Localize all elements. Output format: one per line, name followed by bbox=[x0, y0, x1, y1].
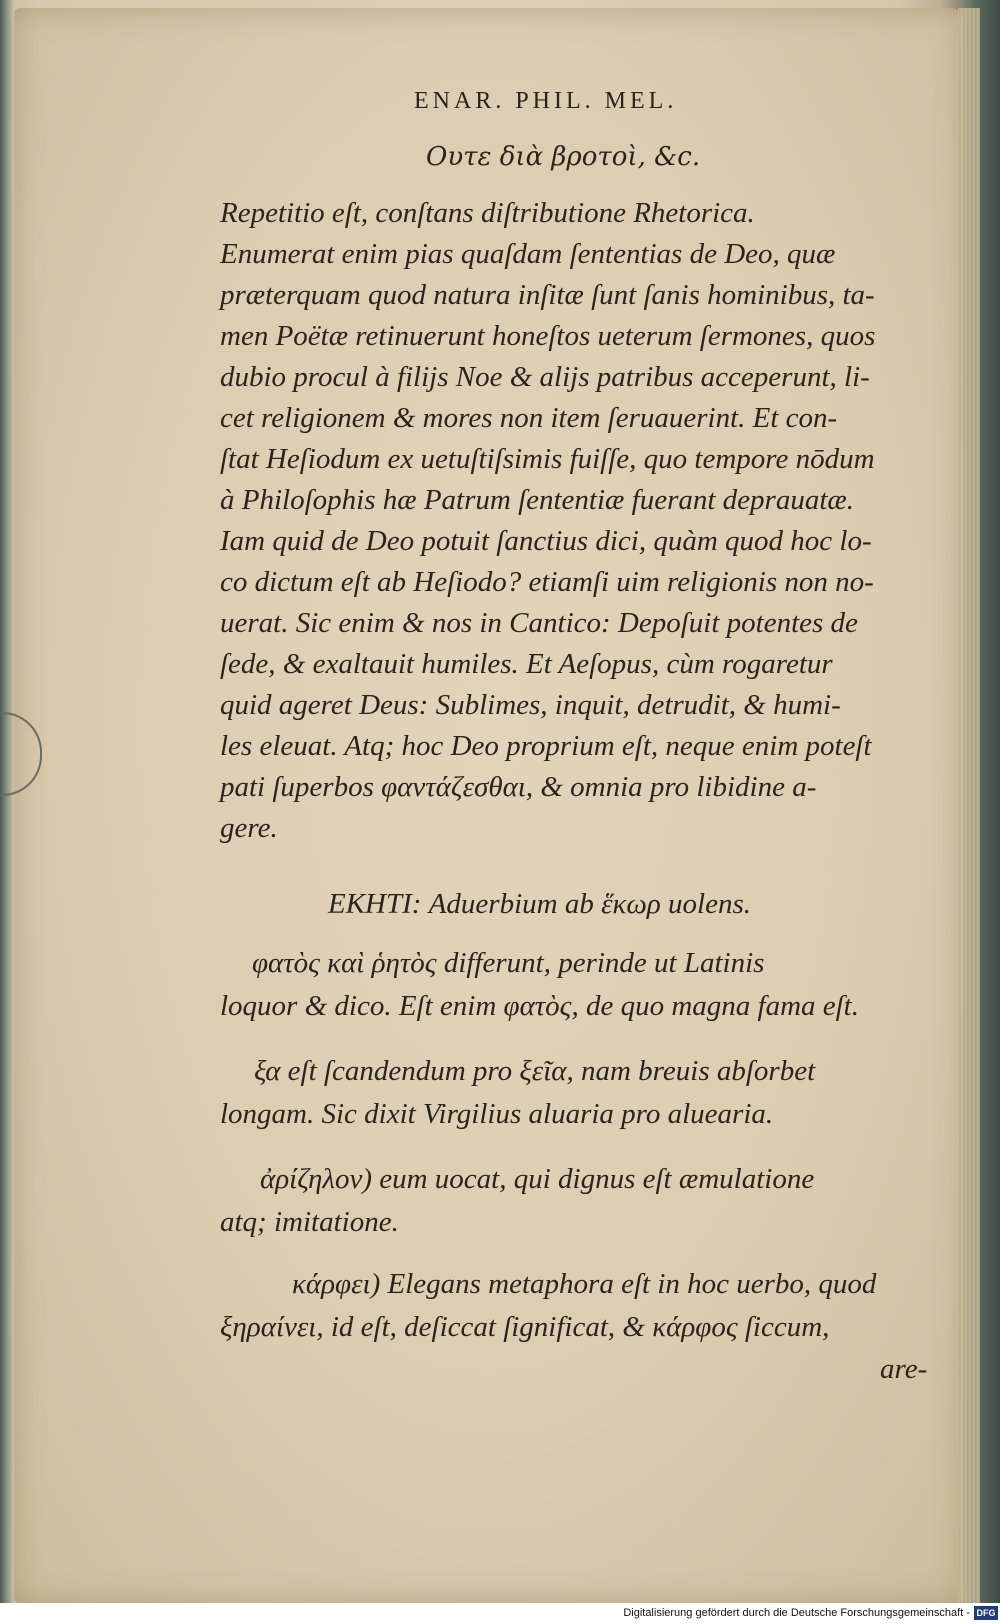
text-line: ἀρίζηλον) eum uocat, qui dignus eſt æmulatione bbox=[260, 1163, 815, 1195]
text-line: Iam quid de Deo potuit ſanctius dici, quàm quod hoc lo- bbox=[220, 525, 872, 557]
text-line: à Philoſophis hæ Patrum ſententiæ fuerant deprauatæ. bbox=[220, 484, 854, 516]
text-line: gere. bbox=[220, 812, 278, 844]
text-line: præterquam quod natura inſitæ ſunt ſanis hominibus, ta- bbox=[220, 279, 875, 311]
dfg-logo: DFG bbox=[974, 1606, 998, 1620]
text-line: Enumerat enim pias quaſdam ſententias de Deo, quæ bbox=[220, 238, 836, 270]
text-line: cet religionem & mores non item ſeruauerint. Et con- bbox=[220, 402, 838, 434]
text-line: κάρφει) Elegans metaphora eſt in hoc uerbo, quod bbox=[292, 1268, 877, 1300]
text-line: loquor & dico. Eſt enim φατὸς, de quo magna fama eſt. bbox=[220, 990, 859, 1022]
text-line: quid ageret Deus: Sublimes, inquit, detrudit, & humi- bbox=[220, 689, 841, 721]
text-line: φατὸς καὶ ῥητὸς differunt, perinde ut Latinis bbox=[252, 947, 765, 979]
text-line: uerat. Sic enim & nos in Cantico: Depoſuit potentes de bbox=[220, 607, 858, 639]
text-line: ξηραίνει, id eſt, deſiccat ſignificat, & κάρφος ſiccum, bbox=[220, 1311, 830, 1343]
paragraph-ekhti: ΕΚΗΤΙ: Aduerbium ab ἕκωρ uolens. bbox=[328, 888, 752, 920]
text-line: pati ſuperbos φαντάζεσθαι, & omnia pro libidine a- bbox=[220, 771, 817, 803]
text-line: longam. Sic dixit Virgilius aluaria pro aluearia. bbox=[220, 1098, 774, 1130]
section-heading: Ουτε διὰ βροτοὶ, &c. bbox=[426, 142, 701, 172]
text-line: atq; imitatione. bbox=[220, 1206, 399, 1238]
footer-credit: Digitalisierung gefördert durch die Deutsche Forschungsgemeinschaft - bbox=[623, 1607, 970, 1619]
running-head: ENAR. PHIL. MEL. bbox=[414, 88, 678, 114]
footer-bar bbox=[0, 1603, 1000, 1624]
page-edges bbox=[958, 8, 980, 1603]
text-line: ſtat Heſiodum ex uetuſtiſsimis fuiſſe, quo tempore nōdum bbox=[220, 443, 875, 475]
catchword: are- bbox=[880, 1353, 928, 1385]
text-line: dubio procul à filijs Noe & alijs patribus acceperunt, li- bbox=[220, 361, 870, 393]
text-line: les eleuat. Atq; hoc Deo proprium eſt, neque enim poteſt bbox=[220, 730, 872, 762]
text-line: ſede, & exaltauit humiles. Et Aeſopus, cùm rogaretur bbox=[220, 648, 833, 680]
text-line: Repetitio eſt, conſtans diſtributione Rhetorica. bbox=[220, 197, 755, 229]
text-line: men Poëtæ retinuerunt honeſtos ueterum ſermones, quos bbox=[220, 320, 876, 352]
text-line: co dictum eſt ab Heſiodo? etiamſi uim religionis non no- bbox=[220, 566, 874, 598]
text-line: ξα eſt ſcandendum pro ξεῖα, nam breuis abſorbet bbox=[254, 1055, 816, 1087]
